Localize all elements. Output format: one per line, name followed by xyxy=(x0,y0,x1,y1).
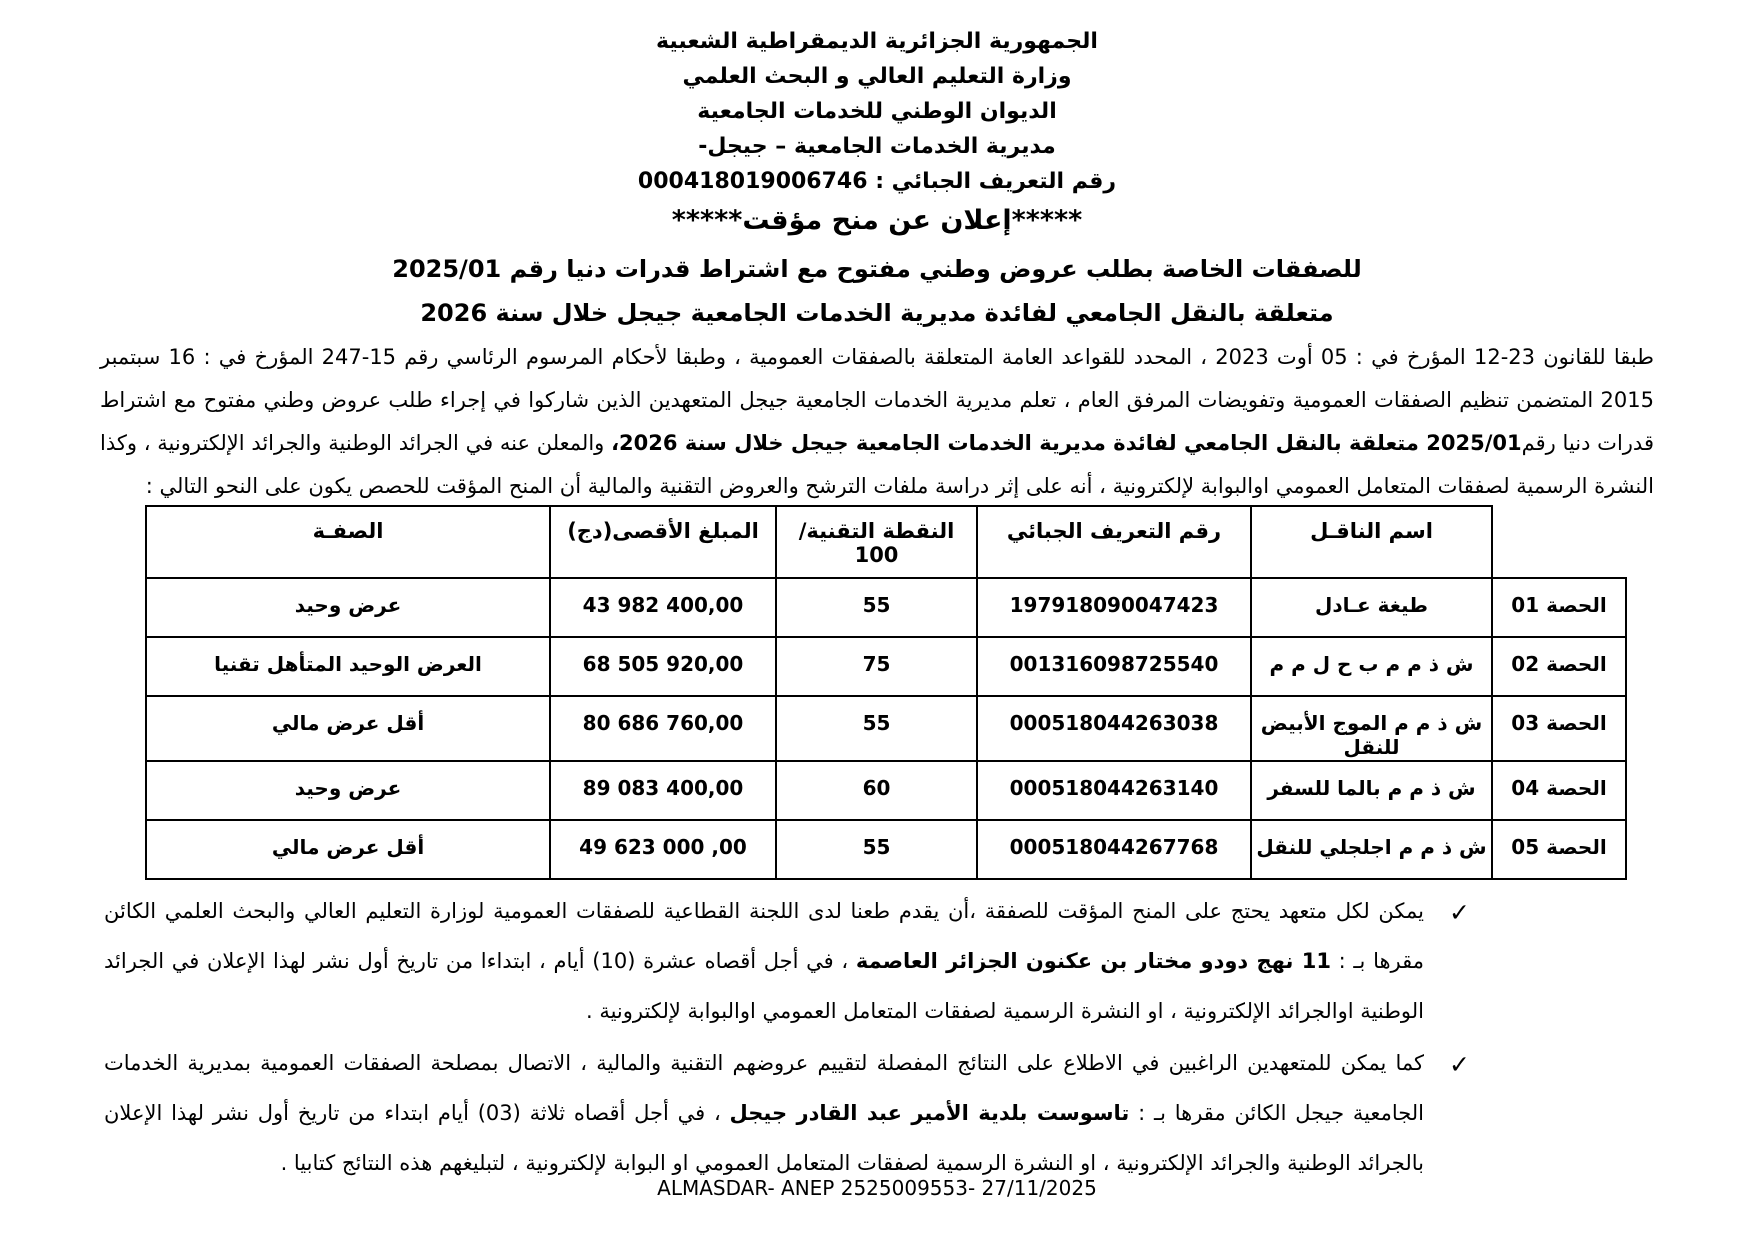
intro-text-bold: 2025/01 متعلقة بالنقل الجامعي لفائدة مديرية الخدمات الجامعية جيجل خلال سنة 2026، xyxy=(611,431,1522,455)
cell-tech-score: 55 xyxy=(776,578,977,637)
subtitle-subject: متعلقة بالنقل الجامعي لفائدة مديرية الخدمات الجامعية جيجل خلال سنة 2026 xyxy=(420,299,1334,327)
cell-lot: الحصة 02 xyxy=(1492,637,1626,696)
note-text-bold-address: تاسوست بلدية الأمير عبد القادر جيجل xyxy=(729,1101,1130,1125)
col-header-tax-id: رقم التعريف الجبائي xyxy=(977,506,1251,578)
cell-tax-id: 000518044263140 xyxy=(977,761,1251,820)
cell-max-amount: 80 686 760,00 xyxy=(550,696,776,761)
cell-status: العرض الوحيد المتأهل تقنيا xyxy=(146,637,550,696)
note-text-bold-address: 11 نهج دودو مختار بن عكنون الجزائر العاصمة xyxy=(855,949,1331,973)
checkmark-icon: ✓ xyxy=(1449,1050,1470,1079)
note-text-after: ، في أجل أقصاه عشرة (10) أيام ، ابتداءا من تاريخ أول نشر لهذا الإعلان في الجرائد الوطنية اوالجرائد الإلكترونية ، او النشرة الرسمية لصفقات المتعامل العمومي اوالبوابة لإلكترونية . xyxy=(104,949,1424,1023)
cell-carrier: ش ذ م م بالما للسفر xyxy=(1251,761,1492,820)
cell-carrier: ش ذ م م اجلجلي للنقل xyxy=(1251,820,1492,879)
intro-paragraph xyxy=(100,336,1654,508)
cell-tax-id: 197918090047423 xyxy=(977,578,1251,637)
cell-status: أقل عرض مالي xyxy=(146,696,550,761)
col-header-tech-score: النقطة التقنية/ 100 xyxy=(776,506,977,578)
cell-tax-id: 001316098725540 xyxy=(977,637,1251,696)
intro-text-after: والمعلن عنه في الجرائد الوطنية والجرائد الإلكترونية ، وكذا النشرة الرسمية لصفقات المتعامل العمومي اوالبوابة لإلكترونية ، أنه على إثر دراسة ملفات الترشح والعروض التقنية والمالية أن المنح المؤقت للحصص يكون على النحو التالي : xyxy=(100,431,1654,498)
table-row-lot-01 xyxy=(146,578,1626,637)
cell-max-amount: 43 982 400,00 xyxy=(550,578,776,637)
letterhead-line-tax-id: رقم التعريف الجبائي : 000418019006746 xyxy=(637,169,1117,194)
table-row-lot-02 xyxy=(146,637,1626,696)
note-detailed-results xyxy=(104,1038,1470,1188)
cell-tech-score: 60 xyxy=(776,761,977,820)
intro-text-before: طبقا للقانون 23-12 المؤرخ في : 05 أوت 2023 ، المحدد للقواعد العامة المتعلقة بالصفقات العمومية ، وطبقا لأحكام المرسوم الرئاسي رقم 15-247 المؤرخ في : 16 سبتمبر 2015 المتضمن تنظيم الصفقات العمومية وتفويضات المرفق العام ، تعلم مديرية الخدمات الجامعية جيجل المتعهدين الذين شاركوا في إجراء طلب عروض وطني مفتوح مع اشتراط قدرات دنيا رقم xyxy=(100,345,1654,455)
table-row-lot-04 xyxy=(146,761,1626,820)
col-header-lot-empty xyxy=(1492,506,1626,578)
cell-max-amount: 68 505 920,00 xyxy=(550,637,776,696)
cell-tech-score: 55 xyxy=(776,820,977,879)
table-row-lot-03 xyxy=(146,696,1626,761)
letterhead-line-republic: الجمهورية الجزائرية الديمقراطية الشعبية xyxy=(656,29,1098,54)
subtitle-tender-number: للصفقات الخاصة بطلب عروض وطني مفتوح مع اشتراط قدرات دنيا رقم 2025/01 xyxy=(392,255,1362,283)
page-title: *****إعلان عن منح مؤقت***** xyxy=(671,205,1083,236)
col-header-status: الصفـة xyxy=(146,506,550,578)
cell-lot: الحصة 03 xyxy=(1492,696,1626,761)
letterhead-line-directorate: مديرية الخدمات الجامعية – جيجل- xyxy=(698,134,1056,159)
cell-lot: الحصة 01 xyxy=(1492,578,1626,637)
publication-reference: ALMASDAR- ANEP 2525009553- 27/11/2025 xyxy=(657,1176,1097,1200)
cell-lot: الحصة 05 xyxy=(1492,820,1626,879)
cell-carrier: ش ذ م م الموج الأبيض للنقل xyxy=(1251,696,1492,761)
cell-status: أقل عرض مالي xyxy=(146,820,550,879)
provisional-award-table xyxy=(145,505,1627,880)
letterhead-line-office: الديوان الوطني للخدمات الجامعية xyxy=(697,99,1057,124)
cell-tax-id: 000518044263038 xyxy=(977,696,1251,761)
cell-status: عرض وحيد xyxy=(146,578,550,637)
table-row-lot-05 xyxy=(146,820,1626,879)
cell-max-amount: 49 623 000 ,00 xyxy=(550,820,776,879)
cell-max-amount: 89 083 400,00 xyxy=(550,761,776,820)
cell-carrier: ش ذ م م ب ح ل م م xyxy=(1251,637,1492,696)
col-header-max-amount: المبلغ الأقصى(دج) xyxy=(550,506,776,578)
cell-status: عرض وحيد xyxy=(146,761,550,820)
cell-lot: الحصة 04 xyxy=(1492,761,1626,820)
cell-tech-score: 55 xyxy=(776,696,977,761)
note-text-before: كما يمكن للمتعهدين الراغبين في الاطلاع على النتائج المفصلة لتقييم عروضهم التقنية والمالية ، الاتصال بمصلحة الصفقات العمومية بمديرية الخدمات الجامعية جيجل الكائن مقرها بـ : xyxy=(104,1051,1425,1125)
cell-tax-id: 000518044267768 xyxy=(977,820,1251,879)
col-header-carrier: اسم الناقـل xyxy=(1251,506,1492,578)
checkmark-icon: ✓ xyxy=(1449,898,1470,927)
table-header-row xyxy=(146,506,1626,578)
note-text-before: يمكن لكل متعهد يحتج على المنح المؤقت للصفقة ،أن يقدم طعنا لدى اللجنة القطاعية للصفقات العمومية لوزارة التعليم العالي والبحث العلمي الكائن مقرها بـ : xyxy=(104,899,1425,973)
note-text-after: ، في أجل أقصاه ثلاثة (03) أيام ابتداء من تاريخ أول نشر لهذا الإعلان بالجرائد الوطنية والجرائد الإلكترونية ، او النشرة الرسمية لصفقات المتعامل العمومي او البوابة لإلكترونية ، لتبليغهم هذه النتائج كتابيا . xyxy=(104,1101,1424,1175)
note-appeal xyxy=(104,886,1470,1036)
cell-carrier: طيغة عـادل xyxy=(1251,578,1492,637)
cell-tech-score: 75 xyxy=(776,637,977,696)
notes-section xyxy=(104,886,1470,1190)
letterhead xyxy=(0,24,1754,199)
letterhead-line-ministry: وزارة التعليم العالي و البحث العلمي xyxy=(682,64,1072,89)
